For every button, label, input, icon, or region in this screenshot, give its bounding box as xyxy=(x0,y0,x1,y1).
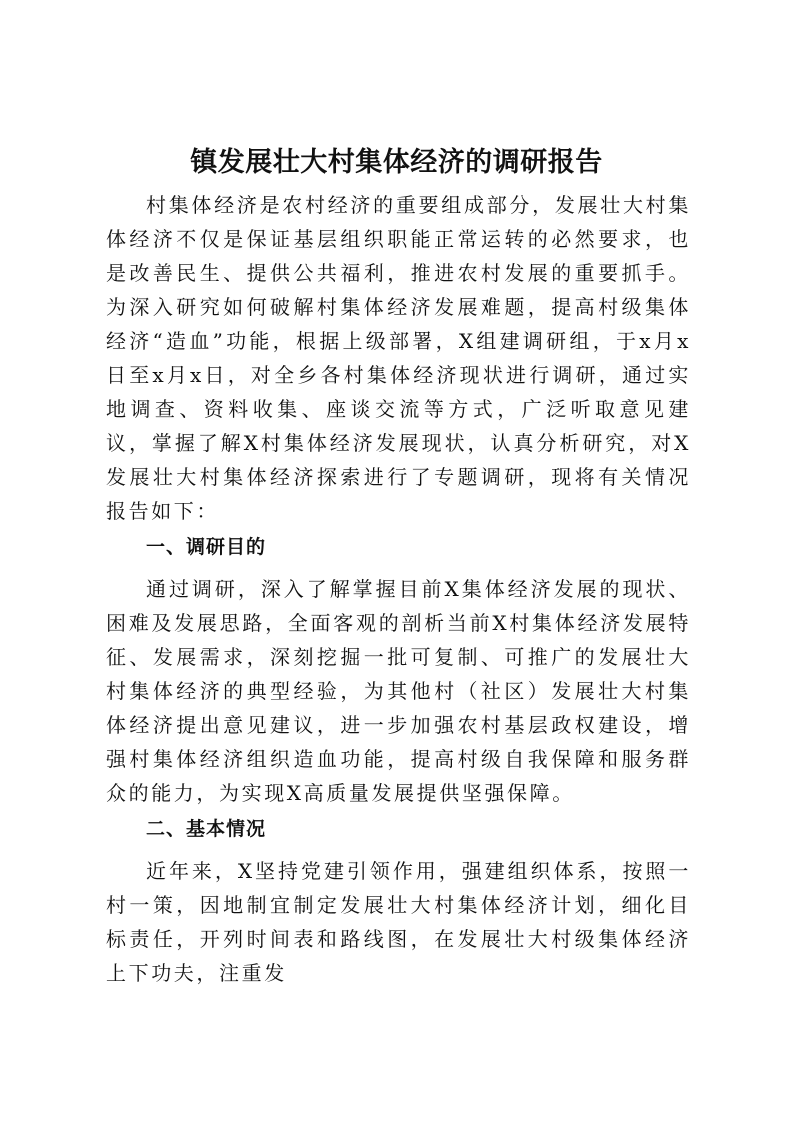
section-paragraph-basic-situation: 近年来，X坚持党建引领作用，强建组织体系，按照一村一策，因地制宜制定发展壮大村集体经济计划，细化目标责任，开列时间表和路线图，在发展壮大村级集体经济上下功夫，注重发 xyxy=(106,859,691,985)
intro-paragraph: 村集体经济是农村经济的重要组成部分，发展壮大村集体经济不仅是保证基层组织职能正常运转的必然要求，也是改善民生、提供公共福利，推进农村发展的重要抓手。为深入研究如何破解村集体经济发展难题，提高村级集体经济“造血”功能，根据上级部署，X组建调研组，于x月x日至x月x日，对全乡各村集体经济现状进行调研，通过实地调查、资料收集、座谈交流等方式，广泛听取意见建议，掌握了解X村集体经济发展现状，认真分析研究，对X发展壮大村集体经济探索进行了专题调研，现将有关情况报告如下： xyxy=(106,193,691,523)
section-heading-purpose: 一、调研目的 xyxy=(146,536,267,558)
document-title: 镇发展壮大村集体经济的调研报告 xyxy=(190,147,603,178)
section-paragraph-purpose: 通过调研，深入了解掌握目前X集体经济发展的现状、困难及发展思路，全面客观的剖析当前X村集体经济发展特征、发展需求，深刻挖掘一批可复制、可推广的发展壮大村集体经济的典型经验，为其他村（社区）发展壮大村集体经济提出意见建议，进一步加强农村基层政权建设，增强村集体经济组织造血功能，提高村级自我保障和服务群众的能力，为实现X高质量发展提供坚强保障。 xyxy=(106,577,691,805)
document-body xyxy=(106,188,691,990)
section-heading-basic-situation: 二、基本情况 xyxy=(146,818,267,840)
